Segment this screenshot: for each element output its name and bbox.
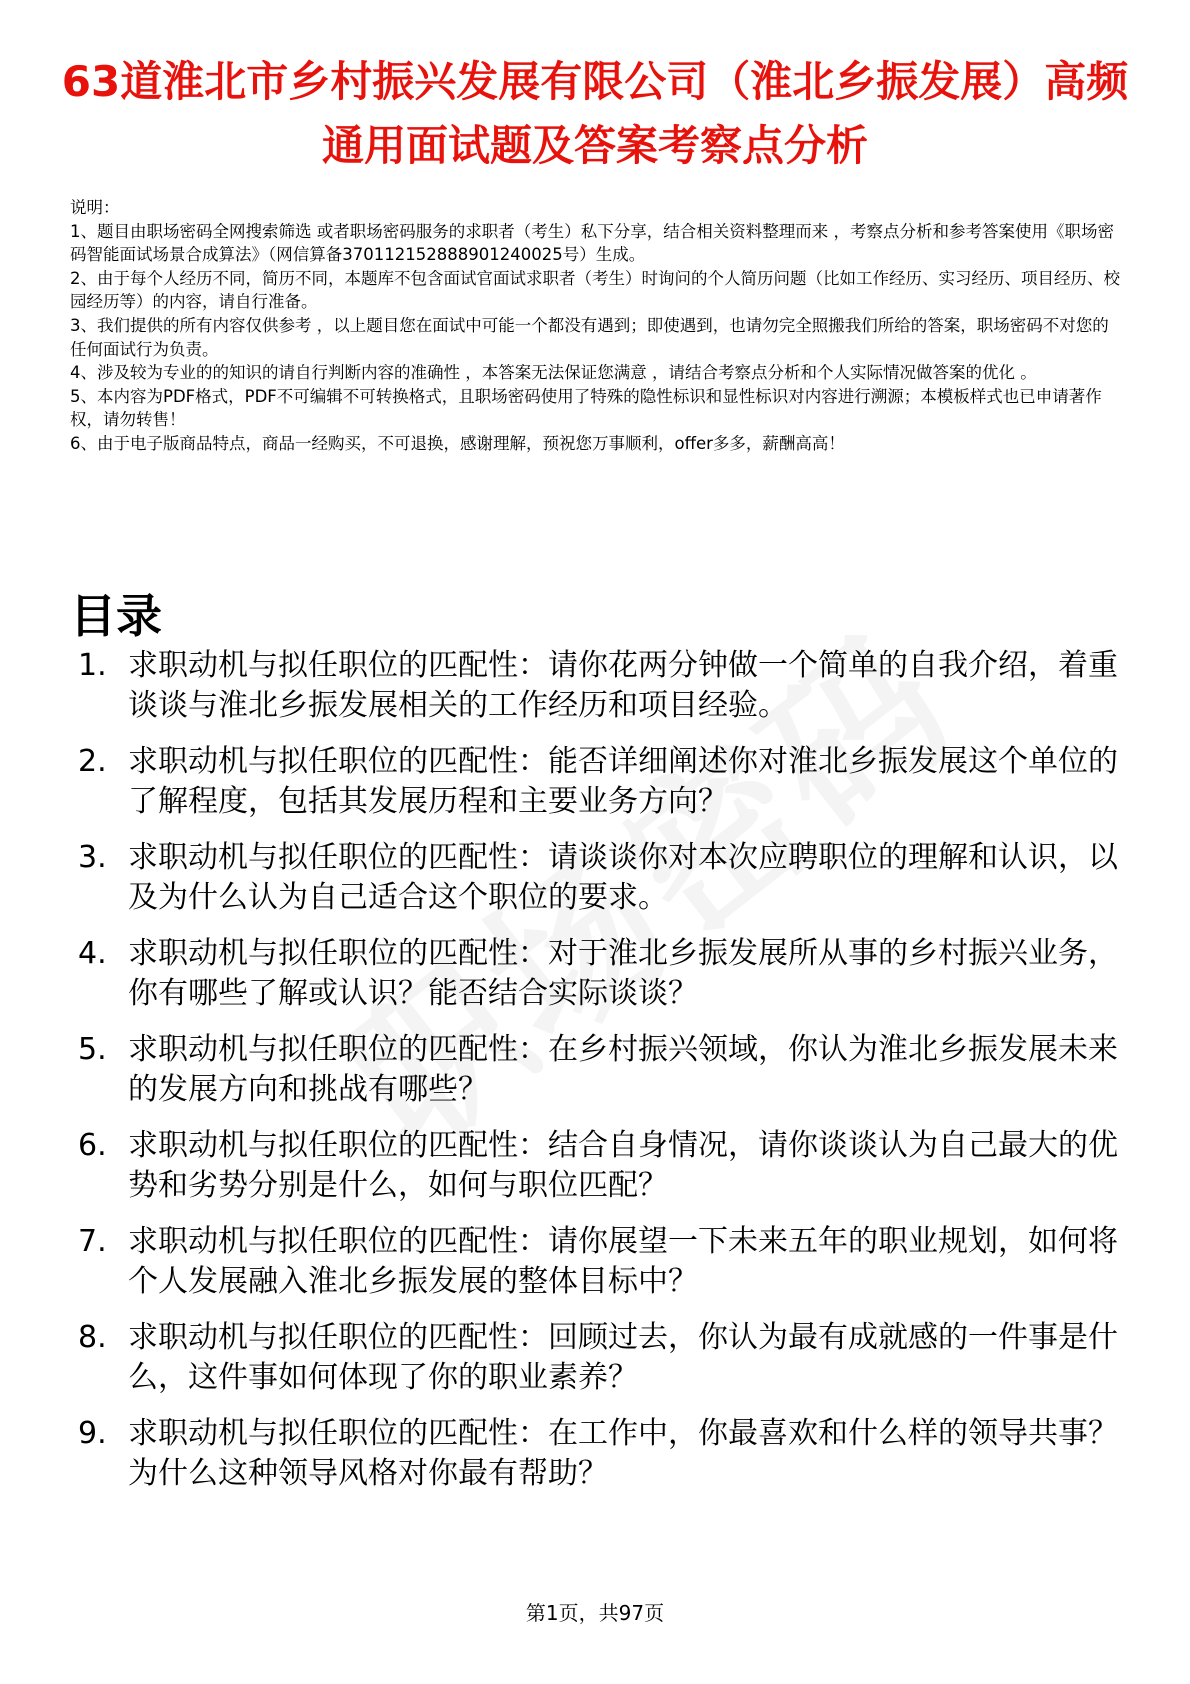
toc-item[interactable] (70, 1222, 1130, 1302)
document-title: 63道淮北市乡村振兴发展有限公司（淮北乡振发展）高频通用面试题及答案考察点分析 (61, 57, 1129, 170)
toc-item-text: 求职动机与拟任职位的匹配性：能否详细阐述你对淮北乡振发展这个单位的了解程度，包括其发展历程和主要业务方向？ (128, 744, 1118, 819)
toc-item-text: 求职动机与拟任职位的匹配性：结合自身情况，请你谈谈认为自己最大的优势和劣势分别是什么，如何与职位匹配？ (128, 1128, 1118, 1203)
toc-item-number: 7. (78, 1224, 107, 1259)
toc-item[interactable] (70, 1030, 1130, 1110)
notes-heading: 说明： (70, 198, 120, 217)
toc-item-text: 求职动机与拟任职位的匹配性：回顾过去，你认为最有成就感的一件事是什么，这件事如何体现了你的职业素养？ (128, 1320, 1118, 1395)
toc-item-number: 5. (78, 1032, 107, 1067)
note-item: 4、涉及较为专业的的知识的请自行判断内容的准确性 ，本答案无法保证您满意 ，请结合考察点分析和个人实际情况做答案的优化 。 (70, 363, 1037, 383)
page-footer: 第1页，共97页 (525, 1601, 665, 1625)
note-item: 3、我们提供的所有内容仅供参考 ，以上题目您在面试中可能一个都没有遇到；即使遇到，也请勿完全照搬我们所给的答案，职场密码不对您的任何面试行为负责。 (70, 315, 1109, 359)
toc-item-number: 3. (78, 840, 107, 875)
note-item: 1、题目由职场密码全网搜索筛选 或者职场密码服务的求职者（考生）私下分享，结合相关资料整理而来 ，考察点分析和参考答案使用《职场密码智能面试场景合成算法》（网信算备370112152888901240025号）生成。 (70, 221, 1114, 265)
note-item: 6、由于电子版商品特点，商品一经购买，不可退换，感谢理解，预祝您万事顺利，offer多多，薪酬高高！ (70, 433, 845, 453)
toc-item-text: 求职动机与拟任职位的匹配性：对于淮北乡振发展所从事的乡村振兴业务，你有哪些了解或认识？能否结合实际谈谈？ (128, 936, 1118, 1011)
toc-item[interactable] (70, 1126, 1130, 1206)
toc-item-text: 求职动机与拟任职位的匹配性：请你展望一下未来五年的职业规划，如何将个人发展融入淮北乡振发展的整体目标中？ (128, 1224, 1118, 1299)
toc-item-number: 4. (78, 936, 107, 971)
toc-item-number: 9. (78, 1416, 107, 1451)
toc-item[interactable] (70, 934, 1130, 1014)
toc-item[interactable] (70, 1318, 1130, 1398)
note-item: 2、由于每个人经历不同，简历不同，本题库不包含面试官面试求职者（考生）时询问的个人简历问题（比如工作经历、实习经历、项目经历、校园经历等）的内容，请自行准备。 (70, 268, 1120, 312)
toc-heading: 目录 (70, 589, 162, 643)
toc-item[interactable] (70, 742, 1130, 822)
table-of-contents (70, 646, 1130, 1510)
toc-item-text: 求职动机与拟任职位的匹配性：请你花两分钟做一个简单的自我介绍，着重谈谈与淮北乡振发展相关的工作经历和项目经验。 (128, 648, 1118, 723)
note-item: 5、本内容为PDF格式，PDF不可编辑不可转换格式，且职场密码使用了特殊的隐性标识和显性标识对内容进行溯源；本模板样式也已申请著作权，请勿转售！ (70, 386, 1102, 430)
toc-item-number: 2. (78, 744, 107, 779)
toc-item-number: 1. (78, 648, 107, 683)
toc-item[interactable] (70, 646, 1130, 726)
toc-item-text: 求职动机与拟任职位的匹配性：在乡村振兴领域，你认为淮北乡振发展未来的发展方向和挑战有哪些？ (128, 1032, 1118, 1107)
toc-item-number: 6. (78, 1128, 107, 1163)
toc-item-text: 求职动机与拟任职位的匹配性：在工作中，你最喜欢和什么样的领导共事？为什么这种领导风格对你最有帮助？ (128, 1416, 1118, 1491)
toc-item-text: 求职动机与拟任职位的匹配性：请谈谈你对本次应聘职位的理解和认识，以及为什么认为自己适合这个职位的要求。 (128, 840, 1118, 915)
toc-item[interactable] (70, 838, 1130, 918)
toc-item-number: 8. (78, 1320, 107, 1355)
disclaimer-notes (70, 196, 1120, 456)
toc-item[interactable] (70, 1414, 1130, 1494)
